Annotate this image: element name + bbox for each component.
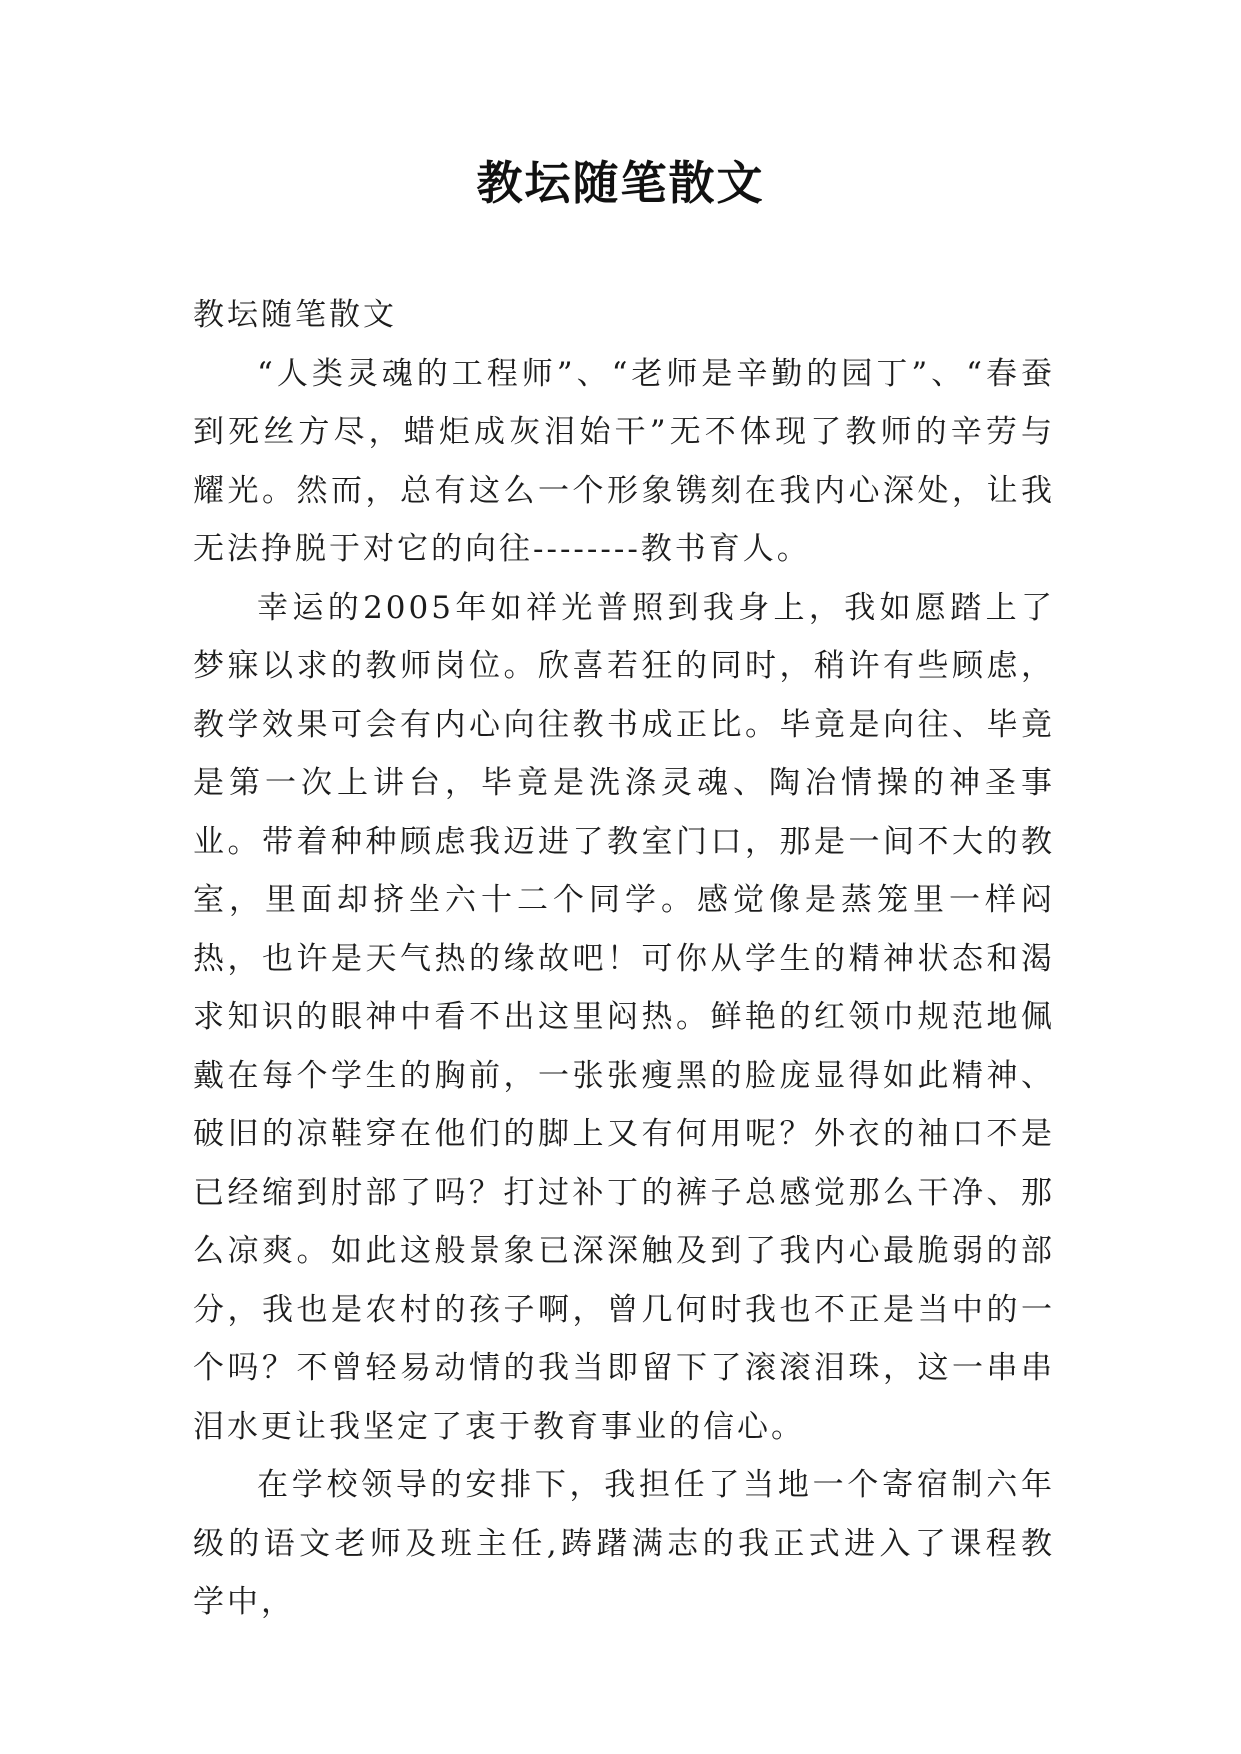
paragraph-1: “人类灵魂的工程师”、“老师是辛勤的园丁”、“春蚕到死丝方尽，蜡炬成灰泪始干”无不体现了教师的辛劳与耀光。然而，总有这么一个形象镌刻在我内心深处，让我无法挣脱于对它的向往--------教书育人。 [193, 355, 1055, 567]
document-body [193, 286, 1055, 1632]
subtitle-line: 教坛随笔散文 [193, 297, 397, 333]
paragraph-3: 在学校领导的安排下，我担任了当地一个寄宿制六年级的语文老师及班主任,踌躇满志的我正式进入了课程教学中， [193, 1467, 1055, 1620]
document-title: 教坛随笔散文 [476, 156, 765, 210]
paragraph-2: 幸运的2005年如祥光普照到我身上，我如愿踏上了梦寐以求的教师岗位。欣喜若狂的同时，稍许有些顾虑，教学效果可会有内心向往教书成正比。毕竟是向往、毕竟是第一次上讲台，毕竟是洗涤灵魂、陶冶情操的神圣事业。带着种种顾虑我迈进了教室门口，那是一间不大的教室，里面却挤坐六十二个同学。感觉像是蒸笼里一样闷热，也许是天气热的缘故吧！可你从学生的精神状态和渴求知识的眼神中看不出这里闷热。鲜艳的红领巾规范地佩戴在每个学生的胸前，一张张瘦黑的脸庞显得如此精神、破旧的凉鞋穿在他们的脚上又有何用呢？外衣的袖口不是已经缩到肘部了吗？打过补丁的裤子总感觉那么干净、那么凉爽。如此这般景象已深深触及到了我内心最脆弱的部分，我也是农村的孩子啊，曾几何时我也不正是当中的一个吗？不曾轻易动情的我当即留下了滚滚泪珠，这一串串泪水更让我坚定了衷于教育事业的信心。 [193, 589, 1055, 1445]
